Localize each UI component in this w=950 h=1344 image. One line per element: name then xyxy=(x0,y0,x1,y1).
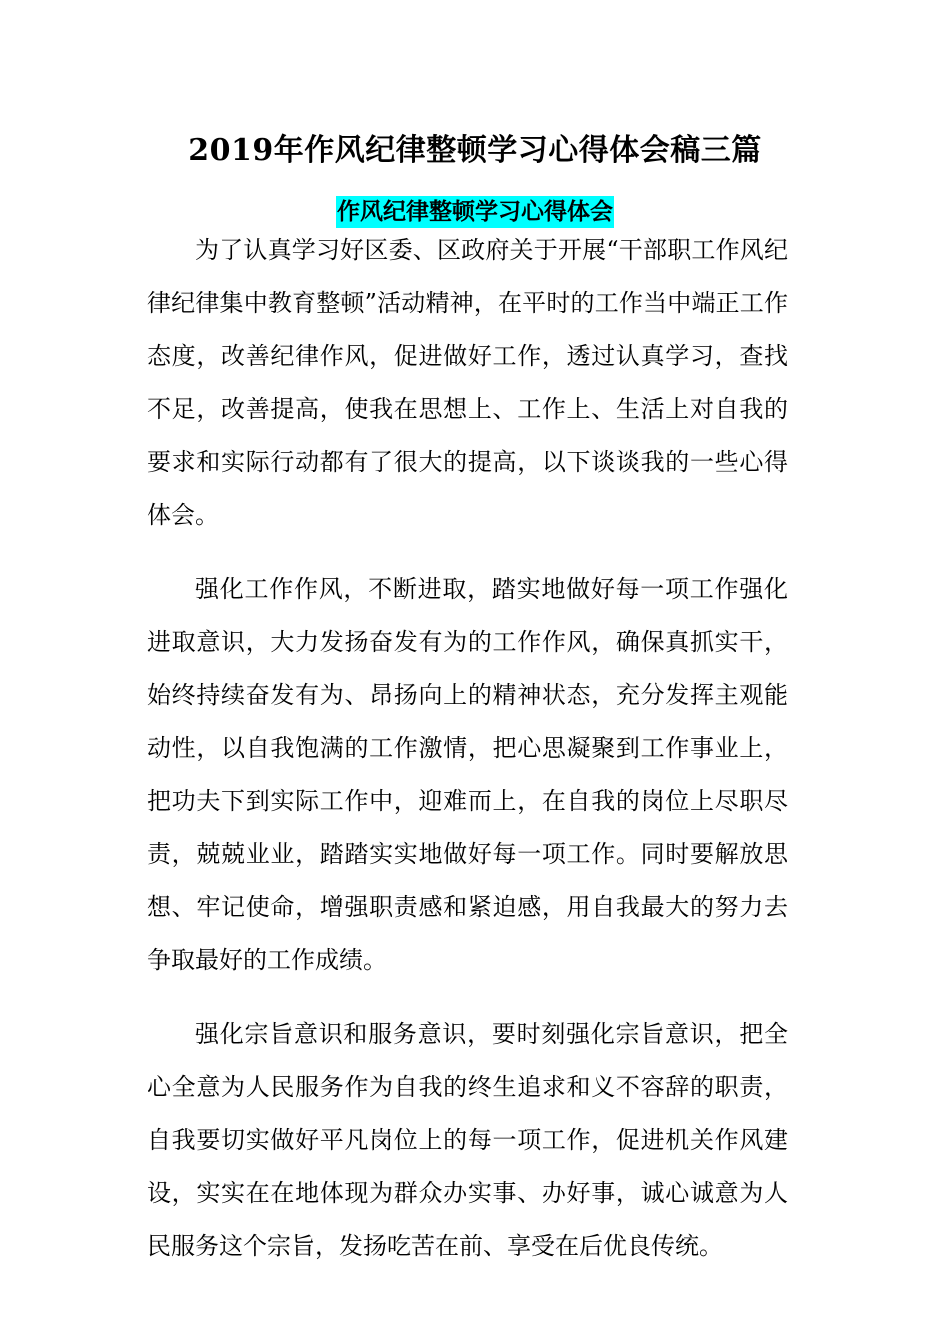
paragraph: 强化宗旨意识和服务意识，要时刻强化宗旨意识，把全心全意为人民服务作为自我的终生追求和义不容辞的职责，自我要切实做好平凡岗位上的每一项工作，促进机关作风建设，实实在在地体现为群众办实事、办好事，诚心诚意为人民服务这个宗旨，发扬吃苦在前、享受在后优良传统。 xyxy=(147,1020,788,1260)
paragraph: 为了认真学习好区委、区政府关于开展“干部职工作风纪律纪律集中教育整顿”活动精神，在平时的工作当中端正工作态度，改善纪律作风，促进做好工作，透过认真学习，查找不足，改善提高，使我在思想上、工作上、生活上对自我的要求和实际行动都有了很大的提高，以下谈谈我的一些心得体会。 xyxy=(147,236,788,529)
paragraph: 强化工作作风，不断进取，踏实地做好每一项工作强化进取意识，大力发扬奋发有为的工作作风，确保真抓实干，始终持续奋发有为、昂扬向上的精神状态，充分发挥主观能动性，以自我饱满的工作激情，把心思凝聚到工作事业上，把功夫下到实际工作中，迎难而上，在自我的岗位上尽职尽责，兢兢业业，踏踏实实地做好每一项工作。同时要解放思想、牢记使命，增强职责感和紧迫感，用自我最大的努力去争取最好的工作成绩。 xyxy=(147,575,788,974)
document-subtitle: 作风纪律整顿学习心得体会 xyxy=(336,196,614,228)
document-body xyxy=(147,224,788,1273)
document-title: 2019年作风纪律整顿学习心得体会稿三篇 xyxy=(188,133,762,168)
